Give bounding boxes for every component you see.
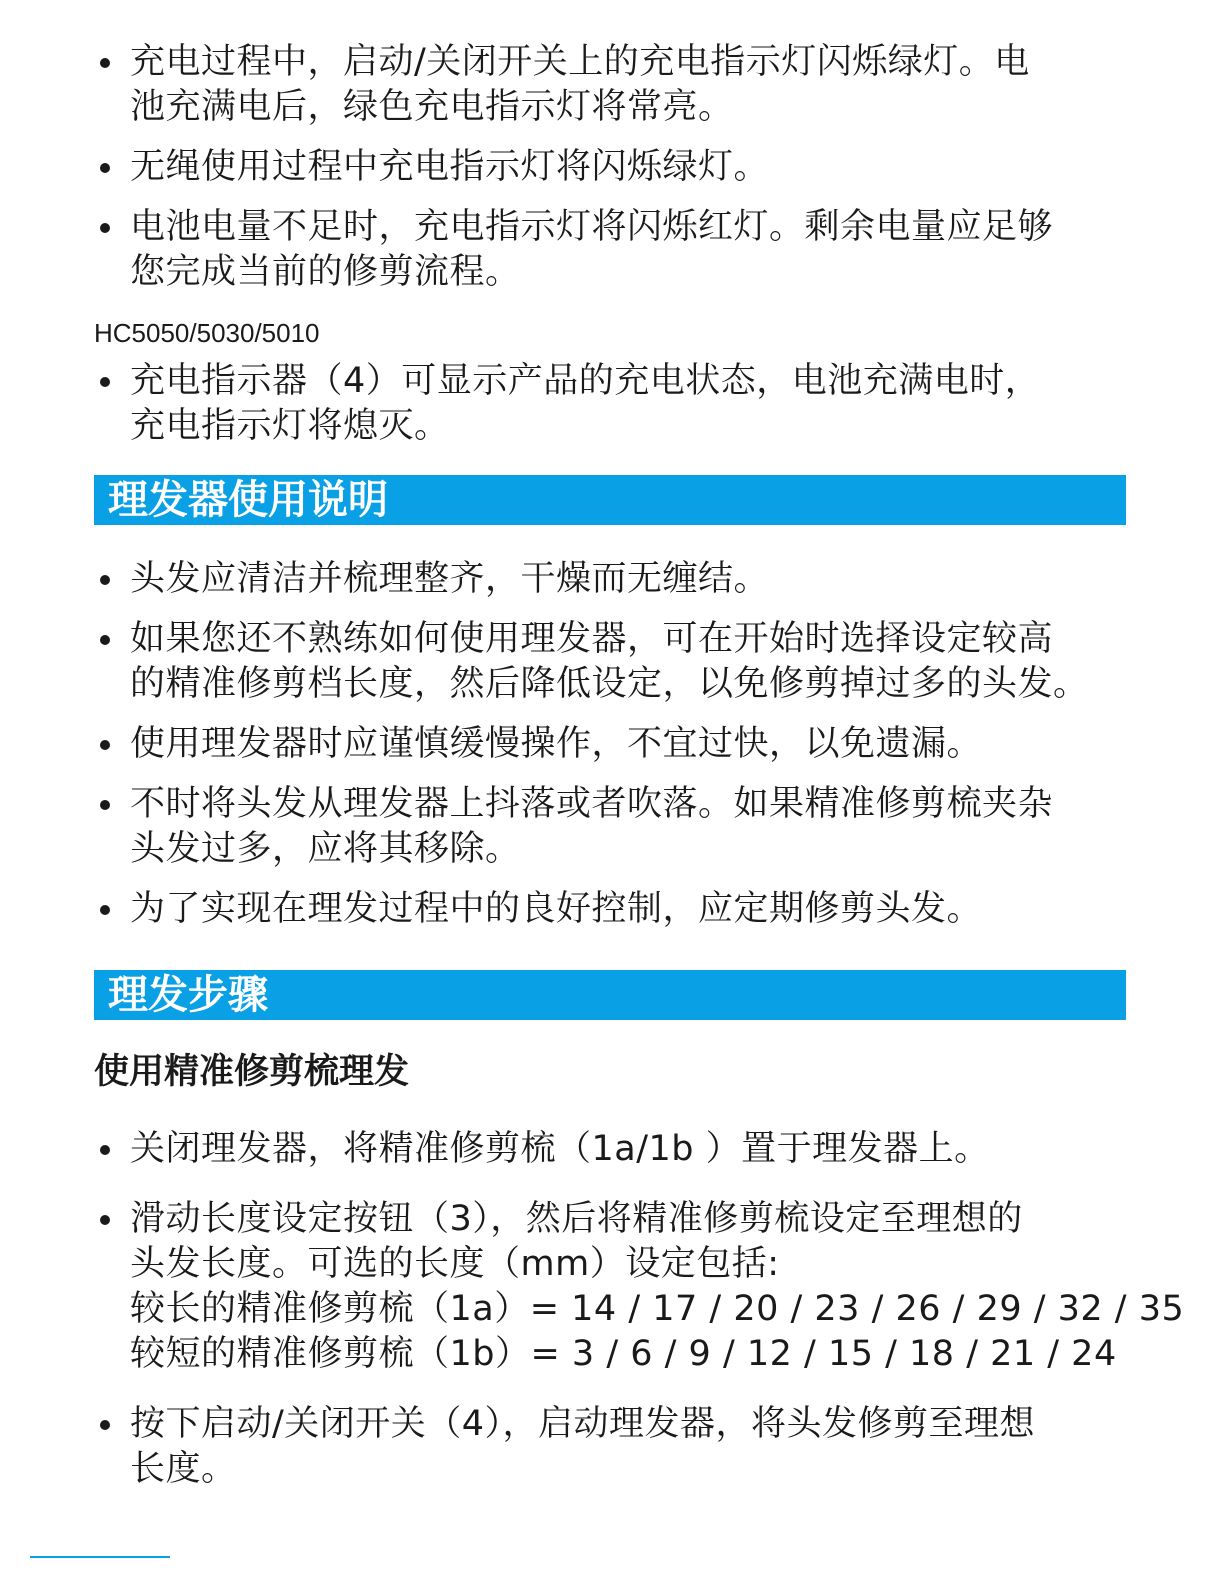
steps-bullet-list xyxy=(94,1127,1185,1492)
footer-rule xyxy=(30,1556,170,1558)
section-header-usage: 理发器使用说明 xyxy=(94,475,1126,525)
list-item xyxy=(94,887,1126,932)
list-item-line: 头发长度。可选的长度（mm）设定包括: xyxy=(130,1244,780,1284)
list-item-line: 充电指示器（4）可显示产品的充电状态，电池充满电时， xyxy=(130,361,1041,401)
list-item xyxy=(94,1197,1185,1377)
list-item-line: 不时将头发从理发器上抖落或者吹落。如果精准修剪梳夹杂 xyxy=(130,784,1054,824)
list-item-line: 如果您还不熟练如何使用理发器，可在开始时选择设定较高 xyxy=(130,619,1054,659)
list-item-line: 为了实现在理发过程中的良好控制，应定期修剪头发。 xyxy=(130,889,983,929)
list-item-line: 的精准修剪档长度，然后降低设定，以免修剪掉过多的头发。 xyxy=(130,664,1089,704)
list-item-line: 充电过程中，启动/关闭开关上的充电指示灯闪烁绿灯。电 xyxy=(130,42,1030,82)
section-header-steps: 理发步骤 xyxy=(94,970,1126,1020)
list-item-line: 电池电量不足时，充电指示灯将闪烁红灯。剩余电量应足够 xyxy=(130,207,1054,247)
list-item xyxy=(94,40,1126,130)
list-item-line: 您完成当前的修剪流程。 xyxy=(130,252,521,292)
sub-heading: 使用精准修剪梳理发 xyxy=(94,1052,410,1092)
list-item-line: 长度。 xyxy=(130,1449,237,1489)
list-item xyxy=(94,1402,1126,1492)
list-item xyxy=(94,617,1126,707)
list-item-line: 按下启动/关闭开关（4），启动理发器，将头发修剪至理想 xyxy=(130,1404,1036,1444)
list-item-line: 头发过多，应将其移除。 xyxy=(130,829,521,869)
list-item-line: 滑动长度设定按钮（3），然后将精准修剪梳设定至理想的 xyxy=(130,1199,1023,1239)
list-item-line: 较长的精准修剪梳（1a）= 14 / 17 / 20 / 23 / 26 / 29 / 32 / 35 xyxy=(130,1289,1185,1329)
list-item-line: 头发应清洁并梳理整齐，干燥而无缠结。 xyxy=(130,559,770,599)
list-item xyxy=(94,205,1126,295)
charging-bullet-list xyxy=(94,40,1126,295)
charging-section xyxy=(94,0,1126,449)
list-item-line: 关闭理发器，将精准修剪梳（1a/1b ）置于理发器上。 xyxy=(130,1129,990,1169)
list-item xyxy=(94,722,1126,767)
list-item xyxy=(94,557,1126,602)
manual-page xyxy=(94,0,1185,1584)
model-bullet-list xyxy=(94,359,1126,449)
model-label: HC5050/5030/5010 xyxy=(94,318,320,348)
list-item-line: 池充满电后，绿色充电指示灯将常亮。 xyxy=(130,87,734,127)
usage-bullet-list xyxy=(94,557,1126,932)
list-item-line: 使用理发器时应谨慎缓慢操作，不宜过快，以免遗漏。 xyxy=(130,724,983,764)
list-item xyxy=(94,145,1126,190)
list-item xyxy=(94,782,1126,872)
list-item-line: 较短的精准修剪梳（1b）= 3 / 6 / 9 / 12 / 15 / 18 / 21 / 24 xyxy=(130,1334,1117,1374)
list-item xyxy=(94,1127,1126,1172)
list-item-line: 无绳使用过程中充电指示灯将闪烁绿灯。 xyxy=(130,147,770,187)
list-item-line: 充电指示灯将熄灭。 xyxy=(130,406,450,446)
list-item xyxy=(94,359,1126,449)
